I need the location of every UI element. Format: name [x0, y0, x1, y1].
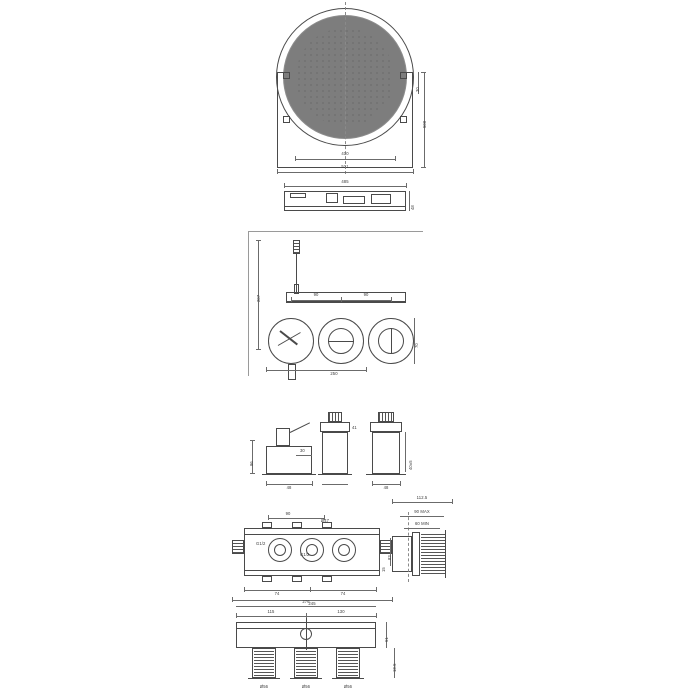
valve-body-bottom-rib [244, 570, 380, 571]
dim-245: 245 [308, 601, 316, 606]
dim-g12-left: G1/2 [256, 541, 266, 546]
dim-tick [366, 367, 367, 372]
cartridge-spline-right [379, 413, 393, 421]
head-side-detail-c [343, 196, 365, 204]
outlet-stub-left-thread [254, 650, 274, 676]
dim-tick [452, 499, 453, 504]
dim-tick [295, 156, 296, 161]
dim-tick [266, 481, 267, 486]
side-body-outline [392, 536, 412, 572]
dim-tick [406, 183, 407, 188]
mount-corner-br [400, 116, 407, 123]
head-side-detail-a [290, 193, 306, 198]
side-centerline [408, 512, 409, 582]
dim-521: 521 [341, 164, 349, 169]
cartridge-base-mid [318, 474, 352, 475]
dim-1125-line [392, 502, 452, 503]
construction-left [248, 231, 249, 376]
inlet-left-thread [233, 541, 243, 553]
dim-tick [421, 72, 426, 73]
valve-body-top-rib [244, 534, 380, 535]
bottom-centerline [306, 616, 307, 650]
fixing-tab-a [262, 522, 272, 528]
port-right-inner [338, 544, 350, 556]
dim-1125: 112.5 [416, 495, 428, 500]
dim-tick [421, 167, 426, 168]
cartridge-collar-mid [320, 422, 350, 432]
dim-83: 83 [387, 555, 392, 560]
dim-48: 48 [410, 205, 415, 210]
outlet-center-end [290, 678, 322, 679]
right-knob-index [391, 328, 392, 354]
mount-corner-tl [283, 72, 290, 79]
dim-tick [266, 367, 267, 372]
dim-41: 41 [352, 425, 357, 430]
outlet-left-end [248, 678, 280, 679]
dim-tick [284, 183, 285, 188]
dim-tick [400, 481, 401, 486]
side-flange [412, 532, 420, 576]
dim-tick [256, 349, 261, 350]
bracket-rail-base [286, 302, 406, 303]
outlet-right-end [332, 678, 364, 679]
dim-410: 410 [341, 151, 349, 156]
dim-90b-line [341, 300, 391, 301]
dim-60min: 60 MIN [414, 521, 430, 526]
hand-shower-spray-face [294, 241, 299, 253]
dim-70: 70 [414, 343, 419, 348]
dim-tick [244, 587, 245, 592]
lever-arm [290, 422, 310, 433]
dim-90max-line [400, 516, 444, 517]
dim-40-5: 40±5 [408, 460, 413, 470]
dim-40-5-line [405, 432, 406, 472]
dim-485-line [284, 186, 406, 187]
dim-48-left: 48 [286, 485, 292, 490]
mount-corner-tr [400, 72, 407, 79]
dim-41-line [322, 484, 348, 485]
center-knob-index [328, 341, 354, 342]
dim-61: 61 [384, 637, 389, 642]
dim-tick [372, 481, 373, 486]
cartridge-body-mid [322, 432, 348, 474]
outlet-stub-center-thread [296, 650, 316, 676]
dim-115-line [236, 616, 306, 617]
head-side-detail-d [371, 194, 391, 204]
dim-tick [376, 613, 377, 618]
dim-60min-line [404, 528, 440, 529]
dim-g12-right: G1/2 [300, 552, 310, 557]
fixing-tab-b [292, 522, 302, 528]
dim-tick [250, 440, 255, 441]
dim-30: 30 [415, 87, 420, 92]
dim-130: 130 [337, 609, 345, 614]
dim-tick [392, 499, 393, 504]
dim-90-front: 90 [285, 511, 291, 516]
dim-250: 250 [330, 371, 338, 376]
fixing-tab-f [322, 576, 332, 582]
dim-500: 500 [422, 120, 427, 128]
lever-stem-top [276, 428, 290, 446]
cartridge-collar-right [370, 422, 402, 432]
dim-90-front-line [268, 518, 324, 519]
dim-tick [391, 297, 392, 302]
dim-tick [291, 297, 292, 302]
dim-tick [376, 587, 377, 592]
dim-70-line [414, 318, 415, 364]
side-wall-hatch [421, 534, 445, 574]
dim-90max: 90 MAX [414, 509, 430, 514]
construction-top [248, 231, 423, 232]
centerline-vertical [345, 2, 346, 174]
dim-96: 96 [249, 461, 254, 466]
dim-90a-line [291, 300, 341, 301]
dim-250-line [266, 370, 366, 371]
cartridge-base-right [366, 474, 406, 475]
outlet-stem [288, 364, 296, 380]
dim-30: 30 [300, 448, 305, 453]
dim-135: 13.5 [392, 663, 397, 672]
cartridge-spline-mid [329, 413, 341, 421]
head-side-edge [284, 206, 406, 207]
dim-90-left: 90 [313, 292, 319, 297]
dim-tick [395, 156, 396, 161]
dim-207: 207 [256, 294, 261, 302]
dim-130-line [306, 616, 376, 617]
dim-83-line [390, 538, 391, 566]
dim-15: 15 [381, 567, 386, 572]
dim-485: 485 [341, 179, 349, 184]
dim-410-line [295, 159, 395, 160]
mount-corner-bl [283, 116, 290, 123]
dim-tick [312, 481, 313, 486]
head-side-detail-b [326, 193, 338, 203]
dim-tick [392, 597, 393, 602]
dim-115: 115 [267, 609, 275, 614]
dim-tick [232, 597, 233, 602]
dim-30-line [296, 455, 312, 456]
fixing-tab-d [262, 576, 272, 582]
lever-base [262, 474, 316, 475]
outlet-stub-right-thread [338, 650, 358, 676]
cartridge-body-right [372, 432, 400, 474]
dim-tick [256, 240, 261, 241]
dim-tick [268, 515, 269, 520]
dim-d47: Ø47 [320, 518, 330, 523]
dim-d56-left: Ø56 [259, 684, 269, 689]
dim-48-line [409, 191, 410, 211]
finished-wall-line [445, 530, 446, 578]
dim-tick [236, 613, 237, 618]
fixing-tab-e [292, 576, 302, 582]
lever-escutcheon [266, 446, 312, 474]
dim-d56-center: Ø56 [301, 684, 311, 689]
dim-61-line [386, 622, 387, 648]
dim-96-line [252, 440, 253, 474]
dim-521-line [277, 172, 413, 173]
dim-tick [413, 169, 414, 174]
dim-48-right: 48 [383, 485, 389, 490]
dim-90-right: 90 [363, 292, 369, 297]
dim-276: 276 [302, 599, 310, 604]
dim-tick [250, 473, 255, 474]
dim-tick [277, 169, 278, 174]
dim-d56-right: Ø56 [343, 684, 353, 689]
dim-74-right: 74 [340, 591, 346, 596]
dim-276-line [236, 606, 376, 607]
port-left-inner [274, 544, 286, 556]
dim-74-left: 74 [274, 591, 280, 596]
